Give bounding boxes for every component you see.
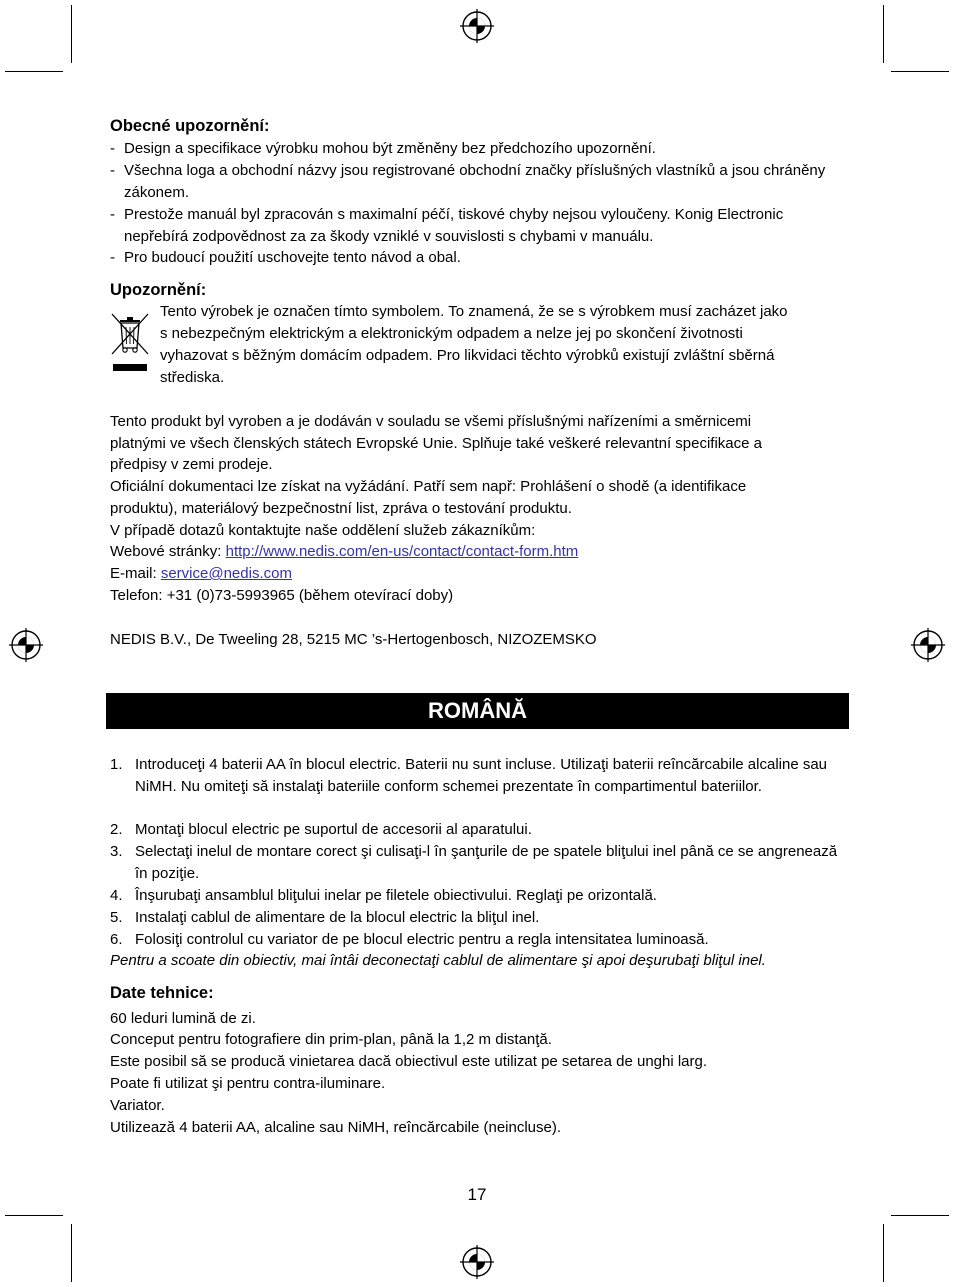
tech-data-line: Utilizează 4 baterii AA, alcaline sau NiMH, reîncărcabile (neincluse). xyxy=(110,1119,562,1136)
step-text: Selectaţi inelul de montare corect şi culisaţi-l în şanţurile de pe spatele bliţului inel până ce se angrenează în poziţie. xyxy=(135,843,838,882)
step-number: 4. xyxy=(110,887,123,904)
crop-mark xyxy=(891,1215,949,1216)
bullet-dash: - xyxy=(110,162,115,179)
instruction-step xyxy=(110,929,850,951)
phone-line: Telefon: +31 (0)73-5993965 (během otevírací doby) xyxy=(110,587,454,604)
compliance-text-line: V případě dotazů kontaktujte naše oddělení služeb zákazníkům: xyxy=(110,522,536,539)
compliance-text-line: Oficiální dokumentaci lze získat na vyžádání. Patří sem např: Prohlášení o shodě (a identifikace xyxy=(110,478,747,495)
tech-data-line: Variator. xyxy=(110,1097,165,1114)
language-banner xyxy=(106,693,849,729)
bullet-dash: - xyxy=(110,249,115,266)
instruction-step xyxy=(110,819,850,841)
registration-mark-icon xyxy=(9,628,43,662)
website-link[interactable]: http://www.nedis.com/en-us/contact/contact-form.htm xyxy=(225,543,579,560)
registration-mark-icon xyxy=(460,9,494,43)
compliance-text-line: produktu), materiálový bezpečnostní list, zpráva o testování produktu. xyxy=(110,500,572,517)
list-item xyxy=(110,160,850,204)
registration-mark-icon xyxy=(460,1245,494,1279)
warning-heading: Upozornění: xyxy=(110,281,207,299)
crop-mark xyxy=(5,71,63,72)
step-text: Montaţi blocul electric pe suportul de accesorii al aparatului. xyxy=(135,821,532,838)
website-label: Webové stránky: xyxy=(110,543,226,560)
general-notice-heading: Obecné upozornění: xyxy=(110,117,270,135)
crop-mark xyxy=(5,1215,63,1216)
step-number: 5. xyxy=(110,909,123,926)
step-text: Înşurubaţi ansamblul bliţului inelar pe filetele obiectivului. Reglaţi pe orizontală. xyxy=(135,887,657,904)
compliance-text-line: předpisy v zemi prodeje. xyxy=(110,456,273,473)
tech-data-line: Poate fi utilizat şi pentru contra-iluminare. xyxy=(110,1075,386,1092)
step-text: Folosiţi controlul cu variator de pe blocul electric pentru a regla intensitatea luminoasă. xyxy=(135,931,709,948)
list-item-text: Prestože manuál byl zpracován s maximalní péčí, tiskové chyby nejsou vyloučeny. Konig Electronic nepřebírá zodpovědnost za za škody vzniklé v souvislosti s chybami v manuálu. xyxy=(124,206,784,245)
list-item xyxy=(110,138,850,160)
step-number: 3. xyxy=(110,843,123,860)
email-line xyxy=(110,564,292,584)
instruction-step xyxy=(110,841,850,885)
warning-text-line: s nebezpečným elektrickým a elektronickým odpadem a nelze jej po skončení životnosti xyxy=(160,325,743,342)
step-text: Introduceţi 4 baterii AA în blocul electric. Baterii nu sunt incluse. Utilizaţi baterii reîncărcabile alcaline sau NiMH. Nu omiteţi să instalaţi bateriile conform schemei prezentate în compartimentul bateriilor. xyxy=(135,756,828,795)
removal-note: Pentru a scoate din obiectiv, mai întâi deconectaţi cablul de alimentare şi apoi deşurubaţi bliţul inel. xyxy=(110,952,766,969)
crop-mark xyxy=(71,1224,72,1282)
step-number: 2. xyxy=(110,821,123,838)
bullet-dash: - xyxy=(110,140,115,157)
page-number: 17 xyxy=(467,1185,487,1204)
address-line: NEDIS B.V., De Tweeling 28, 5215 MC ’s-Hertogenbosch, NIZOZEMSKO xyxy=(110,631,597,648)
warning-text-line: Tento výrobek je označen tímto symbolem. To znamená, že se s výrobkem musí zacházet jako xyxy=(160,303,788,320)
list-item-text: Pro budoucí použití uschovejte tento návod a obal. xyxy=(124,249,461,266)
instruction-step xyxy=(110,885,850,907)
list-item xyxy=(110,247,850,269)
bullet-dash: - xyxy=(110,206,115,223)
step-number: 6. xyxy=(110,931,123,948)
crop-mark xyxy=(883,1224,884,1282)
language-banner-title: ROMÂNĂ xyxy=(428,698,527,723)
tech-data-line: 60 leduri lumină de zi. xyxy=(110,1010,256,1027)
tech-data-heading: Date tehnice: xyxy=(110,984,214,1002)
warning-text-line: střediska. xyxy=(160,369,225,386)
list-item-text: Design a specifikace výrobku mohou být změněny bez předchozího upozornění. xyxy=(124,140,656,157)
crop-mark xyxy=(71,5,72,63)
tech-data-line: Este posibil să se producă vinietarea dacă obiectivul este utilizat pe setarea de unghi larg. xyxy=(110,1053,708,1070)
warning-text-line: vyhazovat s běžným domácím odpadem. Pro likvidaci těchto výrobků existují zvláštní sběrná xyxy=(160,347,775,364)
step-text: Instalaţi cablul de alimentare de la blocul electric la bliţul inel. xyxy=(135,909,540,926)
crop-mark xyxy=(891,71,949,72)
registration-mark-icon xyxy=(911,628,945,662)
list-item-text: Všechna loga a obchodní názvy jsou registrované obchodní značky příslušných vlastníků a jsou chráněny zákonem. xyxy=(124,162,826,201)
compliance-text-line: Tento produkt byl vyroben a je dodáván v souladu se všemi příslušnými nařízeními a směrnicemi xyxy=(110,413,752,430)
tech-data-line: Conceput pentru fotografiere din prim-plan, până la 1,2 m distanţă. xyxy=(110,1031,552,1048)
email-link[interactable]: service@nedis.com xyxy=(160,565,292,582)
email-label: E-mail: xyxy=(110,565,161,582)
list-item xyxy=(110,204,850,248)
instruction-step xyxy=(110,754,850,798)
instruction-step xyxy=(110,907,850,929)
crossed-out-wheelie-bin-icon xyxy=(110,312,150,372)
crop-mark xyxy=(883,5,884,63)
step-number: 1. xyxy=(110,756,123,773)
website-line xyxy=(110,542,578,562)
compliance-text-line: platnými ve všech členských státech Evropské Unie. Splňuje také veškeré relevantní specifikace a xyxy=(110,435,762,452)
